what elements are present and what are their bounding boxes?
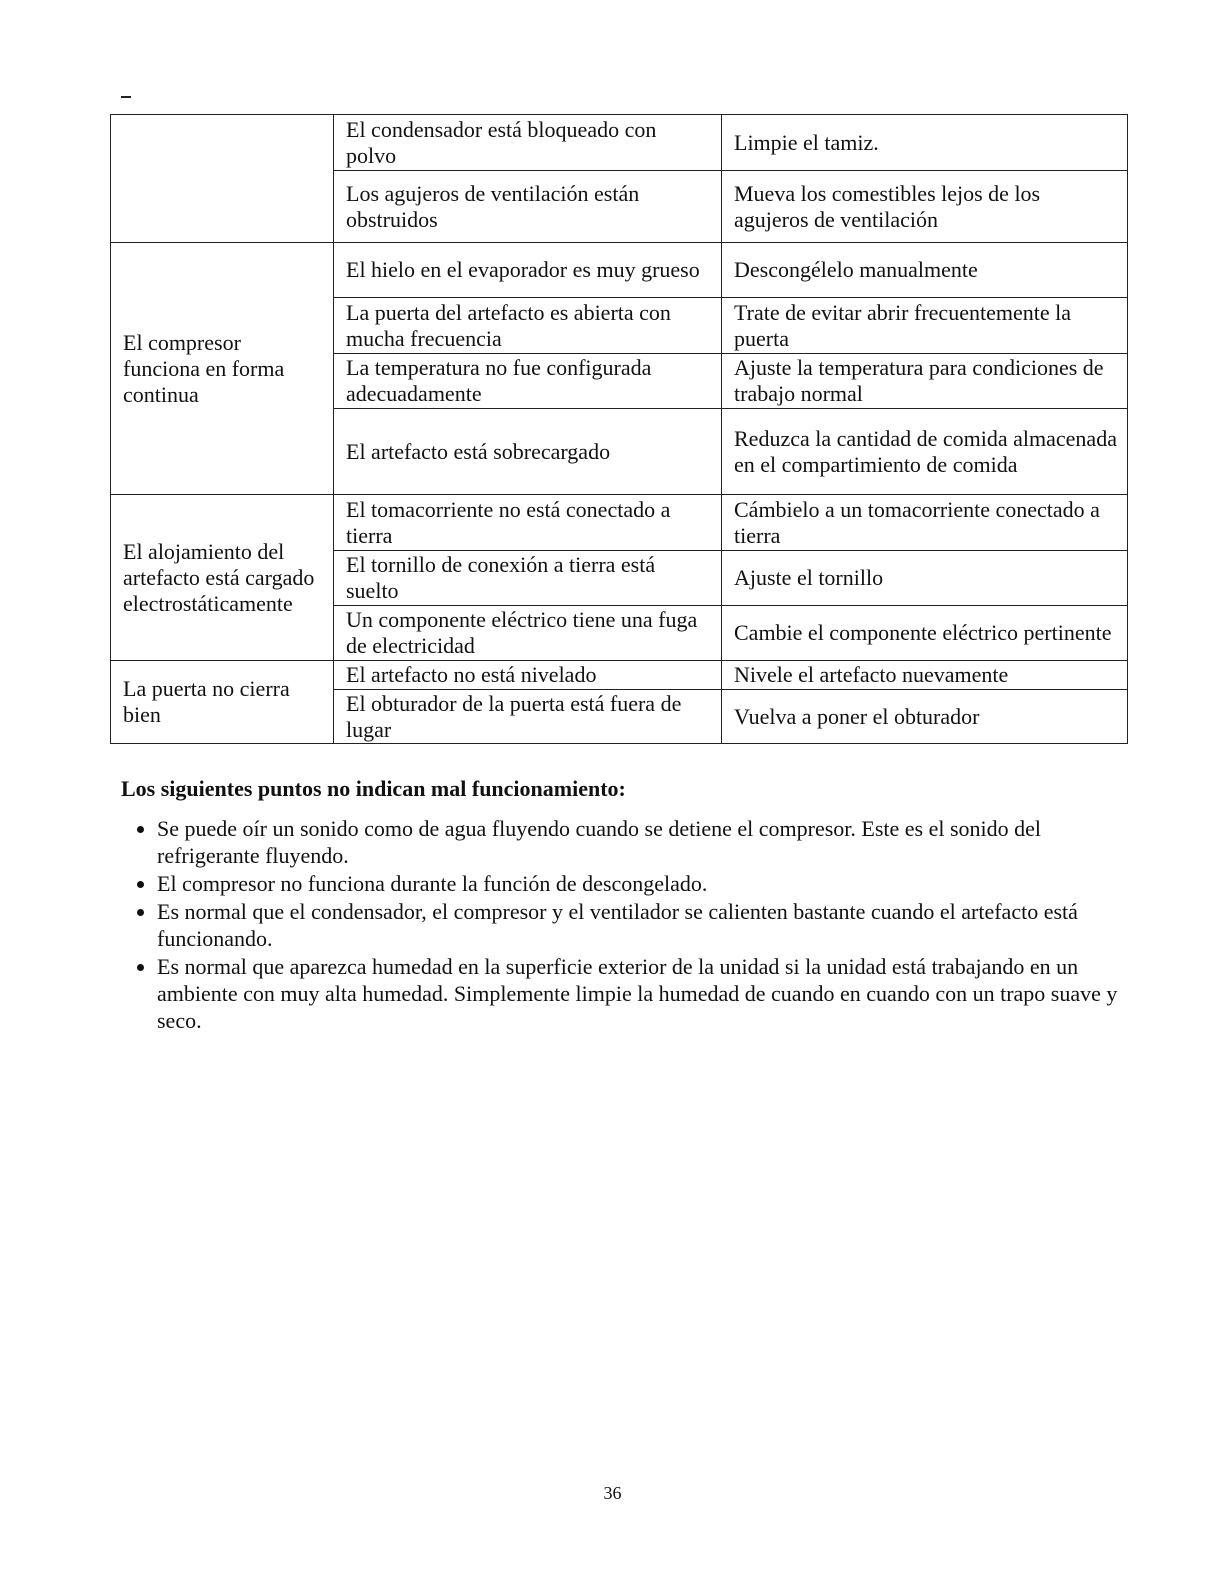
table-row — [111, 243, 1128, 298]
cause-cell: El hielo en el evaporador es muy grueso — [334, 243, 722, 298]
problem-cell: El alojamiento del artefacto está cargado electrostáticamente — [111, 495, 334, 661]
cause-cell: Un componente eléctrico tiene una fuga de electricidad — [334, 606, 722, 661]
table-row — [111, 115, 1128, 171]
table-row — [111, 495, 1128, 551]
notes-heading: Los siguientes puntos no indican mal funcionamiento: — [121, 776, 626, 801]
cause-cell: Los agujeros de ventilación están obstruidos — [334, 171, 722, 243]
cause-cell: El artefacto no está nivelado — [334, 661, 722, 690]
stray-dash — [121, 96, 131, 98]
page-number: 36 — [603, 1483, 622, 1503]
cause-cell: El tornillo de conexión a tierra está suelto — [334, 551, 722, 606]
notes-list — [121, 815, 1147, 1035]
list-item: • Es normal que aparezca humedad en la superficie exterior de la unidad si la unidad está trabajando en un ambiente con muy alta humedad. Simplemente limpie la humedad de cuando en cuando con un trapo suave y seco. — [157, 953, 1147, 1034]
cause-cell: El obturador de la puerta está fuera de lugar — [334, 690, 722, 744]
solution-cell: Nivele el artefacto nuevamente — [722, 661, 1128, 690]
list-item: • El compresor no funciona durante la función de descongelado. — [157, 870, 1147, 897]
cause-cell: La temperatura no fue configurada adecuadamente — [334, 354, 722, 409]
solution-cell: Ajuste el tornillo — [722, 551, 1128, 606]
cause-cell: La puerta del artefacto es abierta con mucha frecuencia — [334, 298, 722, 354]
solution-cell: Cambie el componente eléctrico pertinente — [722, 606, 1128, 661]
solution-cell: Descongélelo manualmente — [722, 243, 1128, 298]
cause-cell: El condensador está bloqueado con polvo — [334, 115, 722, 171]
solution-cell: Limpie el tamiz. — [722, 115, 1128, 171]
table-row — [111, 661, 1128, 690]
list-item: • Es normal que el condensador, el compresor y el ventilador se calienten bastante cuando el artefacto está funcionando. — [157, 898, 1147, 952]
troubleshooting-table — [110, 114, 1128, 744]
cause-cell: El tomacorriente no está conectado a tierra — [334, 495, 722, 551]
solution-cell: Vuelva a poner el obturador — [722, 690, 1128, 744]
list-item: • Se puede oír un sonido como de agua fluyendo cuando se detiene el compresor. Este es el sonido del refrigerante fluyendo. — [157, 815, 1147, 869]
problem-cell: El compresor funciona en forma continua — [111, 243, 334, 495]
solution-cell: Reduzca la cantidad de comida almacenada en el compartimiento de comida — [722, 409, 1128, 495]
solution-cell: Ajuste la temperatura para condiciones de trabajo normal — [722, 354, 1128, 409]
solution-cell: Cámbielo a un tomacorriente conectado a tierra — [722, 495, 1128, 551]
problem-cell — [111, 115, 334, 243]
solution-cell: Trate de evitar abrir frecuentemente la puerta — [722, 298, 1128, 354]
problem-cell: La puerta no cierra bien — [111, 661, 334, 744]
cause-cell: El artefacto está sobrecargado — [334, 409, 722, 495]
solution-cell: Mueva los comestibles lejos de los agujeros de ventilación — [722, 171, 1128, 243]
